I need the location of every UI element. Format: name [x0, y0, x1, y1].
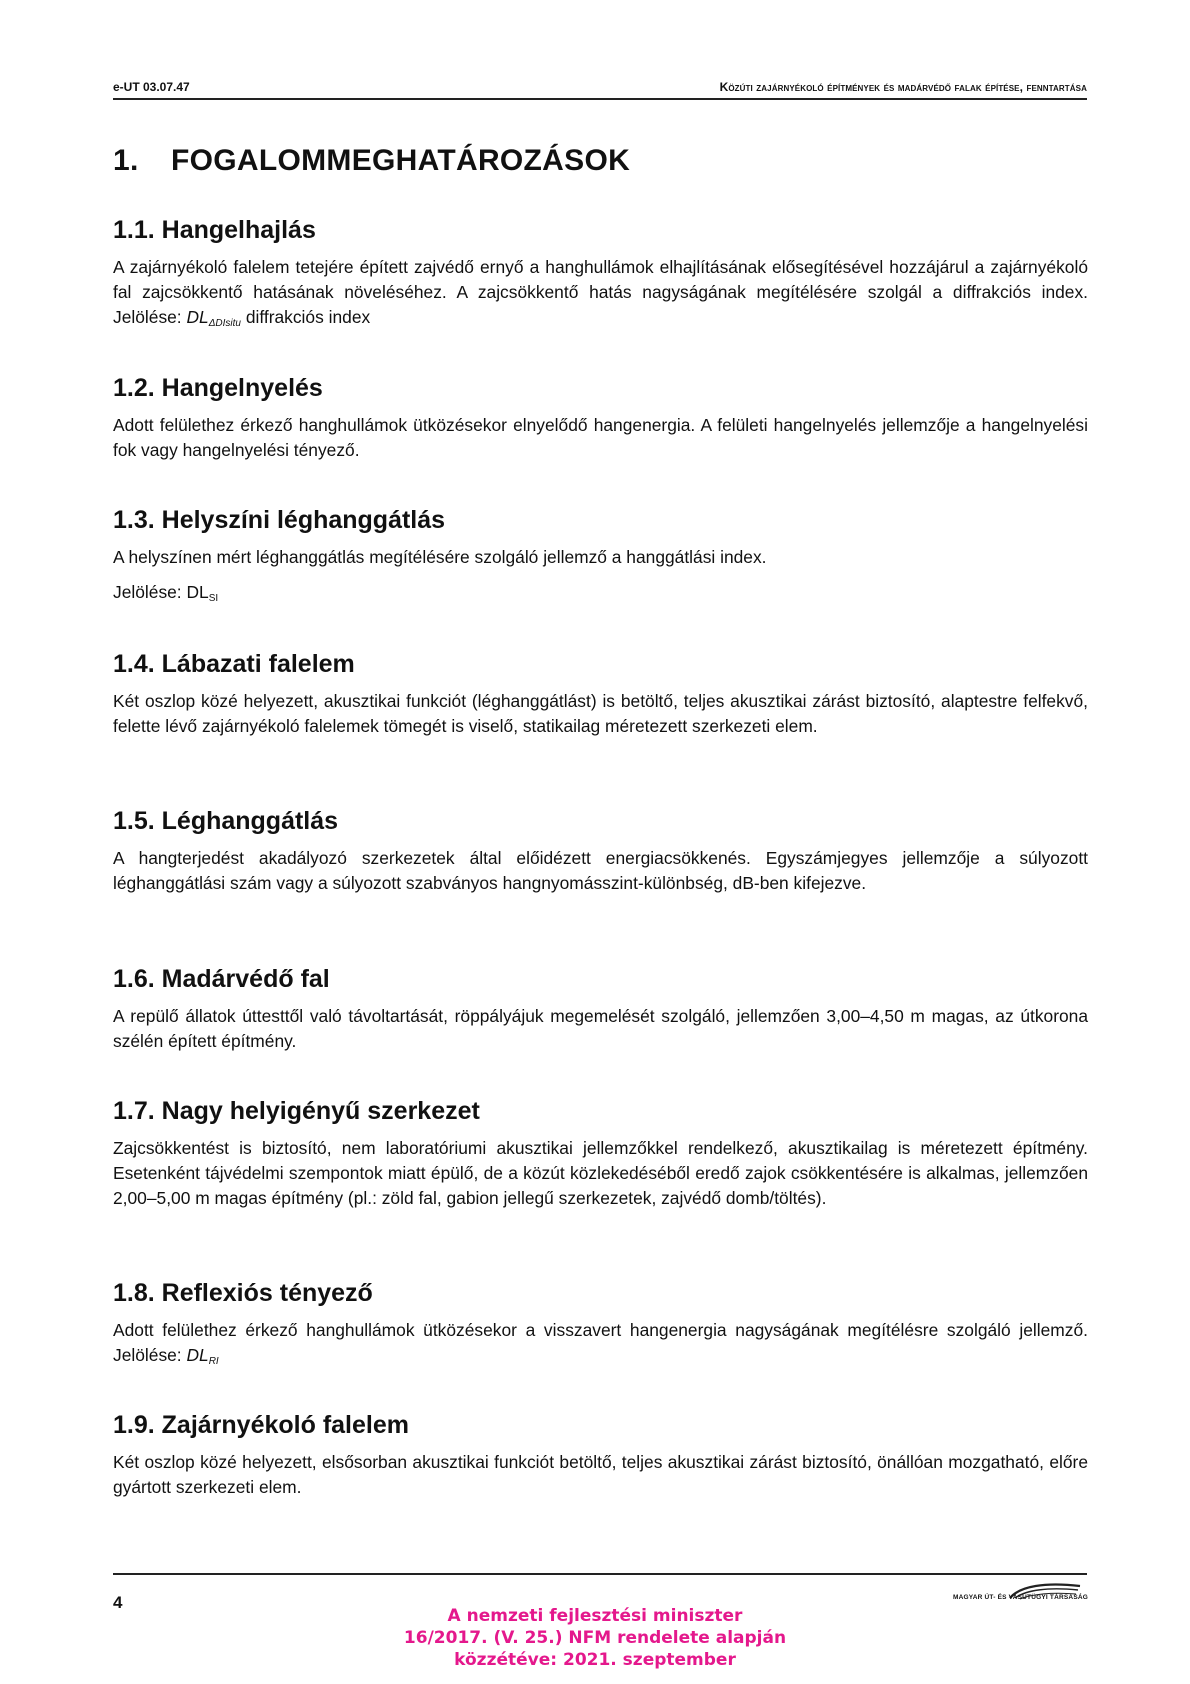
section-text: A repülő állatok úttesttől való távoltartását, röppályájuk megemelését szolgáló, jellemzően 3,00–4,50 m magas, az útkorona szélén épített építmény. [113, 1006, 1088, 1051]
chapter-heading [113, 144, 630, 178]
section-heading: 1.7. Nagy helyigényű szerkezet [113, 1097, 480, 1125]
document-code: e-UT 03.07.47 [113, 80, 190, 94]
section-1-4 [113, 650, 1088, 739]
section-text-main: Adott felülethez érkező hanghullámok ütközésekor a visszavert hangenergia nagyságának megítélésre szolgáló jellemző. Jelölése: [113, 1320, 1088, 1365]
publication-stamp [380, 1605, 810, 1671]
section-1-1 [113, 216, 1088, 336]
symbol-base: DL [186, 1345, 209, 1365]
footer-divider [113, 1573, 1087, 1575]
symbol-subscript: SI [208, 593, 219, 604]
section-text: A hangterjedést akadályozó szerkezetek által előidézett energiacsökkenés. Egyszámjegyes jellemzője a súlyozott léghanggátlási szám vagy a súlyozott szabványos hangnyomásszint-különbség, dB-ben kifejezve. [113, 848, 1088, 893]
stamp-line: 16/2017. (V. 25.) NFM rendelete alapján [403, 1628, 787, 1648]
section-heading: 1.9. Zajárnyékoló falelem [113, 1411, 409, 1439]
symbol-subscript: ΔDIsitu [208, 318, 241, 329]
section-text: Két oszlop közé helyezett, elsősorban akusztikai funkciót betöltő, teljes akusztikai zárást biztosító, önállóan mozgatható, előre gyártott szerkezeti elem. [113, 1452, 1088, 1497]
section-1-5 [113, 807, 1088, 896]
section-heading: 1.4. Lábazati falelem [113, 650, 355, 678]
symbol-line [113, 580, 1088, 611]
chapter-title: FOGALOMMEGHATÁROZÁSOK [171, 144, 631, 177]
section-heading: 1.3. Helyszíni léghanggátlás [113, 506, 446, 534]
section-text: A helyszínen mért léghanggátlás megítélésére szolgáló jellemző a hanggátlási index. [113, 547, 767, 567]
section-text [113, 1318, 1088, 1374]
running-header [113, 78, 1087, 100]
page-number: 4 [113, 1593, 123, 1612]
document-title: Közúti zajárnyékoló építmények és madárvédő falak építése, fenntartása [719, 80, 1087, 94]
section-heading: 1.6. Madárvédő fal [113, 965, 330, 993]
section-text: Adott felülethez érkező hanghullámok ütközésekor elnyelődő hangenergia. A felületi hangelnyelés jellemzője a hangelnyelési fok vagy hangelnyelési tényező. [113, 415, 1088, 460]
section-1-6 [113, 965, 1088, 1054]
section-1-3 [113, 506, 1088, 611]
stamp-line: A nemzeti fejlesztési miniszter [447, 1606, 743, 1626]
chapter-number: 1. [113, 144, 139, 177]
section-heading: 1.2. Hangelnyelés [113, 374, 323, 402]
section-text: Zajcsökkentést is biztosító, nem laboratóriumi akusztikai jellemzőkkel rendelkező, akusztikailag is méretezett építmény. Esetenként tájvédelmi szempontok miatt épülő, de a közút közlekedéséből eredő zajok csökkentésére is alkalmas, jellemzően 2,00–5,00 m magas építmény (pl.: zöld fal, gabion jellegű szerkezetek, zajvédő domb/töltés). [113, 1138, 1088, 1208]
symbol-subscript: RI [208, 1356, 219, 1367]
symbol [186, 1345, 218, 1365]
society-logo-text: MAGYAR ÚT- ÉS VASÚTÜGYI TÁRSASÁG [953, 1594, 1088, 1601]
section-heading: 1.8. Reflexiós tényező [113, 1279, 373, 1307]
section-1-7 [113, 1097, 1088, 1211]
section-1-9 [113, 1411, 1088, 1500]
section-heading: 1.1. Hangelhajlás [113, 216, 316, 244]
section-text [113, 255, 1088, 336]
section-text-after: diffrakciós index [240, 307, 371, 327]
section-text: Két oszlop közé helyezett, akusztikai funkciót (léghanggátlást) is betöltő, teljes akusztikai zárást biztosító, alaptestre felfekvő, felette lévő zajárnyékoló falelemek tömegét is viselő, statikailag méretezett szerkezeti elem. [113, 691, 1088, 736]
symbol-label: Jelölése: [113, 582, 187, 602]
section-1-2 [113, 374, 1088, 463]
symbol-base: DL [186, 307, 209, 327]
section-1-8 [113, 1279, 1088, 1374]
symbol-base: DL [186, 582, 209, 602]
section-text-main: A zajárnyékoló falelem tetejére épített zajvédő ernyő a hanghullámok elhajlításának elősegítésével hozzájárul a zajárnyékoló fal zajcsökkentő hatásának növeléséhez. A zajcsökkentő hatás nagyságának megítélésére szolgál a diffrakciós index. Jelölése: [113, 257, 1088, 327]
stamp-line: közzétéve: 2021. szeptember [454, 1650, 736, 1670]
symbol [186, 307, 241, 327]
section-heading: 1.5. Léghanggátlás [113, 807, 339, 835]
